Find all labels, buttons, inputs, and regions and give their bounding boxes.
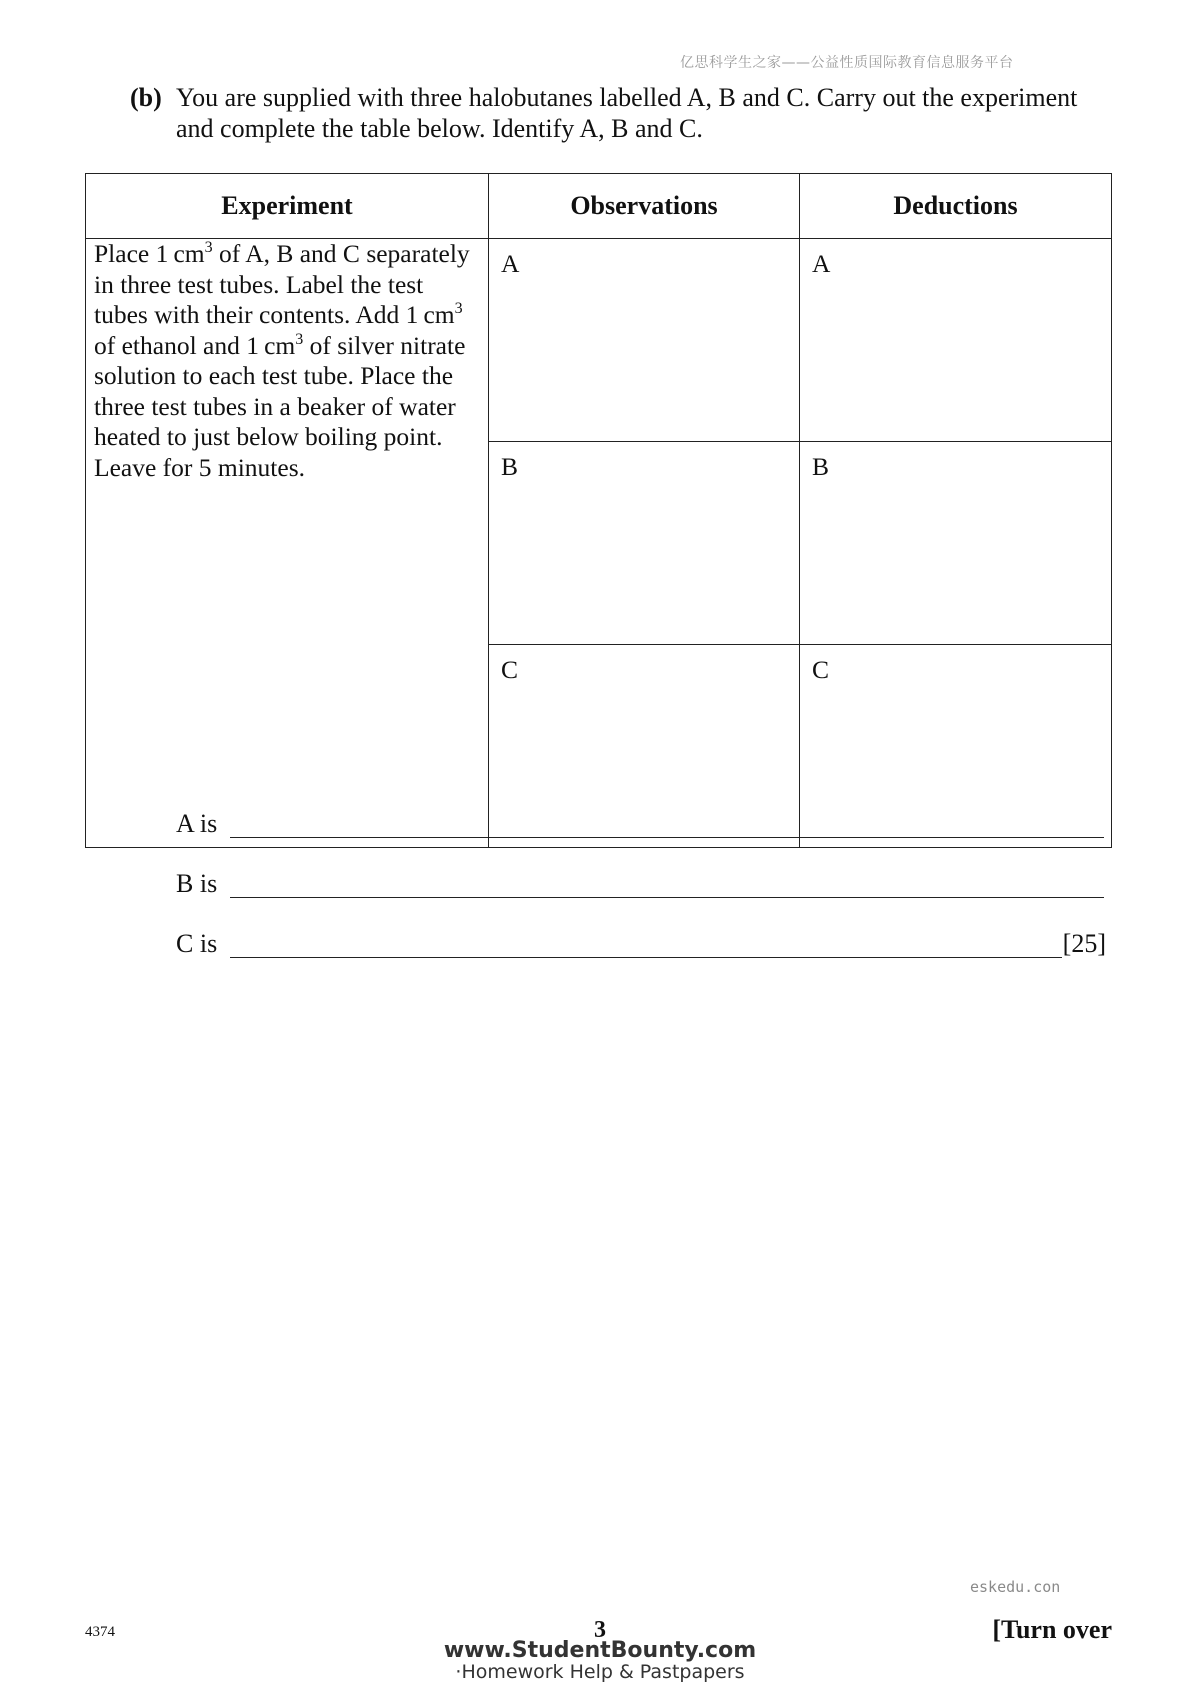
observation-label: C <box>501 655 519 684</box>
table-header-row <box>86 174 1112 239</box>
instruction-part-1: Place 1 cm <box>94 239 205 268</box>
observation-cell-a[interactable] <box>489 239 800 442</box>
table-row <box>86 239 1112 442</box>
answer-b <box>176 869 1106 903</box>
observation-label: A <box>501 249 520 278</box>
watermark-header: 亿思科学生之家——公益性质国际教育信息服务平台 <box>680 55 1014 71</box>
turn-over-label: [Turn over <box>992 1615 1112 1644</box>
experiment-table <box>85 173 1112 848</box>
superscript-3: 3 <box>295 330 304 348</box>
experiment-instructions <box>86 239 489 848</box>
question-label: (b) <box>130 83 162 112</box>
instruction-part-3: of ethanol and 1 cm <box>94 330 296 360</box>
answer-a <box>176 809 1106 843</box>
deduction-label: A <box>812 249 831 278</box>
header-observations: Observations <box>489 174 800 239</box>
header-deductions: Deductions <box>800 174 1112 239</box>
answer-label: C is <box>176 929 218 958</box>
brand-url: www.StudentBounty.com <box>443 1638 757 1663</box>
paper-code: 4374 <box>85 1624 115 1640</box>
answer-line-c[interactable] <box>230 957 1062 958</box>
observation-cell-b[interactable] <box>489 442 800 645</box>
answer-line-a[interactable] <box>230 837 1104 838</box>
watermark-site: eskedu.con <box>970 1578 1061 1596</box>
answer-label: B is <box>176 869 218 898</box>
deduction-cell-a[interactable] <box>800 239 1112 442</box>
answer-c <box>176 929 1106 963</box>
answer-label: A is <box>176 809 218 838</box>
deduction-cell-b[interactable] <box>800 442 1112 645</box>
observation-label: B <box>501 452 519 481</box>
marks-total: [25] <box>1062 929 1106 958</box>
instruction-part-4: of silver nitrate solution to each test tube. Place the three test tubes in a beaker of water heated to just below boiling point. Leave for 5 minutes. <box>94 330 466 482</box>
superscript-3: 3 <box>454 300 463 317</box>
question-text: You are supplied with three halobutanes labelled A, B and C. Carry out the experiment and complete the table below. Identify A, B and C. <box>176 83 1078 143</box>
superscript-3: 3 <box>204 239 213 256</box>
instruction-part-2: of A, B and C separately in three test tubes. Label the test tubes with their contents. Add 1 cm <box>94 239 470 329</box>
deduction-label: B <box>812 452 830 481</box>
brand-tagline: ·Homework Help & Pastpapers <box>455 1661 745 1683</box>
brand-watermark <box>440 1640 760 1682</box>
answer-line-b[interactable] <box>230 897 1104 898</box>
page-number: 3 <box>594 1617 606 1643</box>
deduction-label: C <box>812 655 830 684</box>
header-experiment: Experiment <box>86 174 489 239</box>
